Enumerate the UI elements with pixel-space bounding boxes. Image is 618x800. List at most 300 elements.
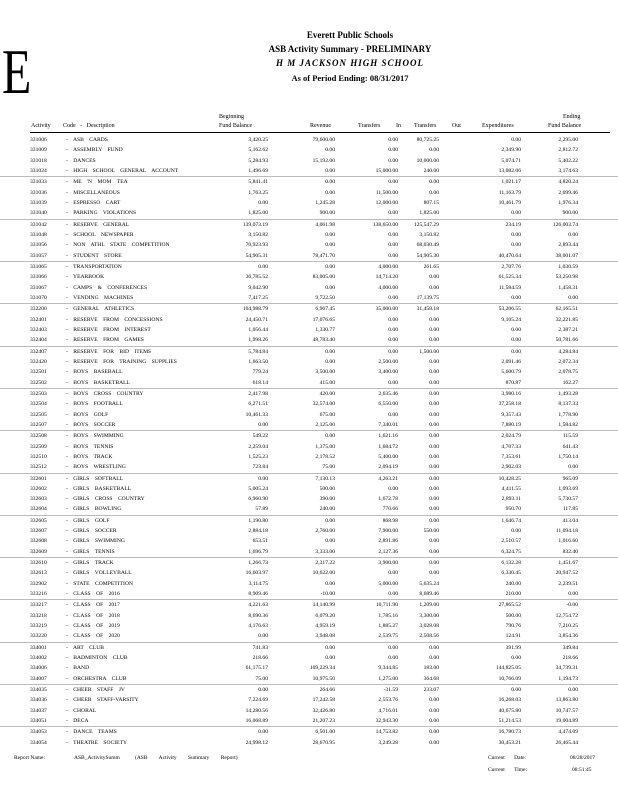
ending-balance: 413.04 bbox=[562, 517, 578, 524]
ending-balance: 2,387.21 bbox=[558, 326, 578, 333]
transfers-out: 0.00 bbox=[429, 316, 439, 323]
activity-code: 331067 bbox=[30, 284, 47, 291]
revenue: 1,330.77 bbox=[315, 326, 335, 333]
revenue: 79,600.00 bbox=[312, 137, 335, 143]
activity-code: 331042 bbox=[30, 221, 47, 228]
transfers-in: 138,650.00 bbox=[372, 221, 398, 228]
table-row bbox=[0, 315, 618, 325]
activity-description: - ART CLUB bbox=[66, 644, 105, 651]
beginning-balance: 75.00 bbox=[255, 675, 268, 682]
ending-balance: 19,004.89 bbox=[555, 718, 578, 725]
ending-balance: 0.00 bbox=[568, 591, 578, 598]
expenditures: 0.00 bbox=[511, 687, 521, 694]
table-row bbox=[0, 462, 618, 473]
table-row bbox=[0, 208, 618, 219]
table-row bbox=[0, 600, 618, 610]
ending-balance: 117.85 bbox=[562, 506, 578, 513]
beginning-balance: 3,420.25 bbox=[248, 137, 268, 143]
revenue: 0.00 bbox=[325, 147, 335, 154]
activity-description: - BOYS BASKETBALL bbox=[66, 379, 130, 386]
activity-description: - GIRLS SOFTBALL bbox=[66, 475, 124, 482]
beginning-balance: 618.14 bbox=[252, 379, 268, 386]
transfers-out: 0.00 bbox=[429, 411, 439, 418]
ending-balance: 349.84 bbox=[562, 644, 578, 651]
transfers-out: 0.00 bbox=[429, 390, 439, 397]
transfers-out: 0.00 bbox=[429, 548, 439, 555]
table-row bbox=[0, 484, 618, 494]
beginning-balance: 36,785.52 bbox=[245, 274, 268, 281]
expenditures: 0.00 bbox=[511, 348, 521, 355]
transfers-in: 2,094.19 bbox=[378, 464, 398, 471]
expenditures: 2,349.90 bbox=[501, 147, 521, 154]
ending-balance: 7,210.25 bbox=[558, 623, 578, 630]
ending-balance: 0.00 bbox=[568, 231, 578, 238]
transfers-in: 1,621.16 bbox=[378, 433, 398, 440]
transfers-in: 2,500.00 bbox=[378, 358, 398, 365]
transfers-out: 233.07 bbox=[423, 687, 439, 694]
transfers-in: 2,127.36 bbox=[378, 548, 398, 555]
transfers-in: 0.00 bbox=[388, 485, 398, 492]
revenue: 675.00 bbox=[319, 411, 335, 418]
activity-code: 332502 bbox=[30, 379, 47, 386]
activity-code: 331033 bbox=[30, 179, 47, 186]
activity-description: - GIRLS GOLF bbox=[66, 517, 110, 524]
revenue: 0.00 bbox=[325, 517, 335, 524]
transfers-out: 2,508.56 bbox=[419, 633, 439, 640]
table-row bbox=[0, 516, 618, 526]
beginning-balance: 741.83 bbox=[252, 644, 268, 651]
table-row bbox=[0, 399, 618, 409]
beginning-balance: 5,162.62 bbox=[248, 147, 268, 154]
transfers-in: 0.00 bbox=[388, 326, 398, 333]
table-row bbox=[0, 452, 618, 462]
ending-balance: 2,893.44 bbox=[558, 242, 578, 249]
activity-description: - CLASS OF 2018 bbox=[66, 612, 120, 619]
ending-balance: 1,016.60 bbox=[558, 538, 578, 545]
header-rule bbox=[30, 132, 610, 133]
activity-description: - CLASS OF 2017 bbox=[66, 602, 120, 609]
activity-code: 332604 bbox=[30, 506, 47, 513]
activity-description: - DANCES bbox=[66, 157, 96, 164]
transfers-out: 0.00 bbox=[429, 337, 439, 344]
activity-description: - NON ATHL STATE COMPETITION bbox=[66, 242, 170, 249]
table-row bbox=[0, 262, 618, 272]
transfers-in: 4,000.00 bbox=[378, 263, 398, 270]
transfers-in: 0.00 bbox=[388, 179, 398, 186]
transfers-in: 0.00 bbox=[388, 411, 398, 418]
activity-code: 334006 bbox=[30, 665, 47, 672]
transfers-out: 0.00 bbox=[429, 433, 439, 440]
col-transfers-out: Transfers Out bbox=[414, 123, 461, 129]
ending-balance: 4,474.09 bbox=[558, 729, 578, 736]
ending-balance: 2,295.00 bbox=[558, 137, 578, 143]
expenditures: 2,091.46 bbox=[501, 358, 521, 365]
footer-report-label: Report Name: bbox=[14, 755, 46, 761]
transfers-out: 183.00 bbox=[423, 665, 439, 672]
activity-code: 333219 bbox=[30, 623, 47, 630]
activity-code: 332609 bbox=[30, 548, 47, 555]
beginning-balance: 10,461.33 bbox=[245, 411, 268, 418]
footer-date-value: 08/28/2017 bbox=[570, 755, 596, 761]
revenue: 83,005.00 bbox=[312, 274, 335, 281]
transfers-out: 1,825.00 bbox=[419, 210, 439, 217]
expenditures: 0.00 bbox=[511, 528, 521, 535]
activity-description: - DANCE TEAMS bbox=[66, 729, 117, 736]
expenditures: 144,825.05 bbox=[495, 665, 521, 672]
activity-code: 333217 bbox=[30, 602, 47, 609]
expenditures: 2,893.11 bbox=[501, 496, 521, 503]
revenue: 3,500.00 bbox=[315, 369, 335, 376]
activity-description: - BOYS TRACK bbox=[66, 453, 113, 460]
activity-description: - ORCHESTRA CLUB bbox=[66, 675, 127, 682]
transfers-out: 0.00 bbox=[429, 697, 439, 704]
expenditures: 6,324.75 bbox=[501, 548, 521, 555]
ending-balance: 20,947.52 bbox=[555, 570, 578, 577]
transfers-out: 0.00 bbox=[429, 729, 439, 736]
expenditures: 234.19 bbox=[505, 221, 521, 228]
transfers-in: 0.00 bbox=[388, 655, 398, 662]
revenue: 2,125.00 bbox=[315, 421, 335, 428]
transfers-in: 0.00 bbox=[388, 570, 398, 577]
table-row bbox=[0, 706, 618, 716]
expenditures: 0.00 bbox=[511, 242, 521, 249]
col-beginning: Beginning bbox=[219, 114, 244, 120]
transfers-out: 0.00 bbox=[429, 358, 439, 365]
activity-description: - CHORAL bbox=[66, 707, 97, 714]
activity-code: 331040 bbox=[30, 210, 47, 217]
activity-code: 333220 bbox=[30, 633, 47, 640]
table-row bbox=[0, 145, 618, 155]
col-ending-sub: Fund Balance bbox=[548, 123, 582, 129]
expenditures: 7,880.19 bbox=[501, 421, 521, 428]
revenue: 0.00 bbox=[325, 644, 335, 651]
activity-description: - GIRLS BASKETBALL bbox=[66, 485, 132, 492]
transfers-out: 3,300.00 bbox=[419, 612, 439, 619]
expenditures: 27,865.52 bbox=[498, 602, 521, 609]
transfers-in: 0.00 bbox=[388, 147, 398, 154]
table-row bbox=[0, 663, 618, 673]
beginning-balance: 0.00 bbox=[258, 263, 268, 270]
activity-description: - STUDENT STORE bbox=[66, 252, 122, 259]
transfers-in: 15,000.00 bbox=[375, 167, 398, 174]
activity-description: - RESERVE FROM INTEREST bbox=[66, 326, 151, 333]
revenue: 21,207.23 bbox=[312, 718, 335, 725]
transfers-out: 0.00 bbox=[429, 475, 439, 482]
transfers-out: 0.00 bbox=[429, 189, 439, 196]
activity-code: 332509 bbox=[30, 443, 47, 450]
activity-code: 331024 bbox=[30, 167, 47, 174]
activity-code: 334001 bbox=[30, 644, 47, 651]
table-row bbox=[0, 558, 618, 568]
expenditures: 10,461.79 bbox=[498, 199, 521, 206]
beginning-balance: 1,763.25 bbox=[248, 189, 268, 196]
activity-description: - GIRLS TENNIS bbox=[66, 548, 115, 555]
activity-code: 332200 bbox=[30, 306, 47, 313]
activity-code: 332602 bbox=[30, 485, 47, 492]
revenue: 0.00 bbox=[325, 167, 335, 174]
revenue: 9,722.50 bbox=[315, 294, 335, 301]
expenditures: 870.87 bbox=[505, 379, 521, 386]
transfers-out: 54,905.30 bbox=[416, 252, 439, 259]
activity-code: 332507 bbox=[30, 421, 47, 428]
revenue: 0.00 bbox=[325, 179, 335, 186]
table-row bbox=[0, 579, 618, 589]
revenue: 7,130.13 bbox=[315, 475, 335, 482]
beginning-balance: 5,841.41 bbox=[248, 179, 268, 186]
revenue: 15,192.00 bbox=[312, 157, 335, 164]
table-row bbox=[0, 504, 618, 515]
ending-balance: 1,493.28 bbox=[558, 390, 578, 397]
activity-code: 332503 bbox=[30, 390, 47, 397]
expenditures: 1,021.17 bbox=[501, 179, 521, 186]
beginning-balance: 9,042.90 bbox=[248, 284, 268, 291]
ending-balance: 38,001.07 bbox=[555, 252, 578, 259]
revenue: 1,245.28 bbox=[315, 199, 335, 206]
ending-balance: 26,465.44 bbox=[555, 739, 578, 746]
activity-code: 331066 bbox=[30, 274, 47, 281]
transfers-out: 0.00 bbox=[429, 274, 439, 281]
activity-code: 333218 bbox=[30, 612, 47, 619]
expenditures: 5,600.79 bbox=[501, 369, 521, 376]
transfers-in: 1,785.16 bbox=[378, 612, 398, 619]
activity-description: - BOYS TENNIS bbox=[66, 443, 114, 450]
activity-code: 332401 bbox=[30, 316, 47, 323]
district-logo-letter: E bbox=[2, 36, 32, 107]
activity-description: - RESERVE GENERAL bbox=[66, 221, 130, 228]
activity-description: - GIRLS SWIMMING bbox=[66, 538, 125, 545]
transfers-out: 5,635.24 bbox=[419, 580, 439, 587]
activity-description: - YEARBOOK bbox=[66, 274, 105, 281]
activity-code: 332512 bbox=[30, 464, 47, 471]
transfers-out: 1,209.00 bbox=[419, 602, 439, 609]
revenue: 3,948.08 bbox=[315, 633, 335, 640]
transfers-in: 1,885.27 bbox=[378, 623, 398, 630]
district-name: Everett Public Schools bbox=[306, 30, 394, 40]
activity-code: 331036 bbox=[30, 189, 47, 196]
activity-description: - BOYS SWIMMING bbox=[66, 433, 124, 440]
expenditures: 0.00 bbox=[511, 294, 521, 301]
revenue: 1,375.00 bbox=[315, 443, 335, 450]
beginning-balance: 653.51 bbox=[252, 538, 268, 545]
activity-description: - RESERVE FOR TRAINING SUPPLIES bbox=[66, 358, 177, 365]
col-expenditures: Expenditures bbox=[482, 123, 514, 129]
transfers-in: 7,340.01 bbox=[378, 421, 398, 428]
ending-balance: 11,094.18 bbox=[555, 528, 578, 535]
activity-description: - CHEER STAFF-VARSITY bbox=[66, 697, 139, 704]
transfers-out: 0.00 bbox=[429, 739, 439, 746]
table-row bbox=[0, 589, 618, 600]
revenue: 14,140.99 bbox=[312, 602, 335, 609]
revenue: 420.00 bbox=[319, 390, 335, 397]
report-title: ASB Activity Summary - PRELIMINARY bbox=[268, 44, 432, 54]
transfers-out: 261.65 bbox=[423, 263, 439, 270]
expenditures: 9,105.24 bbox=[501, 316, 521, 323]
ending-balance: 0.00 bbox=[568, 294, 578, 301]
table-row bbox=[0, 378, 618, 389]
table-row bbox=[0, 653, 618, 663]
table-row bbox=[0, 283, 618, 293]
transfers-out: 0.00 bbox=[429, 326, 439, 333]
activity-code: 331056 bbox=[30, 242, 47, 249]
beginning-balance: 8,909.46 bbox=[248, 591, 268, 598]
transfers-out: 0.00 bbox=[429, 379, 439, 386]
expenditures: 40,675.80 bbox=[498, 707, 521, 714]
beginning-balance: 0.00 bbox=[258, 421, 268, 428]
transfers-out: 0.00 bbox=[429, 707, 439, 714]
beginning-balance: 1,190.80 bbox=[248, 517, 268, 524]
activity-code: 332407 bbox=[30, 348, 47, 355]
activity-code: 332403 bbox=[30, 326, 47, 333]
activity-code: 332603 bbox=[30, 496, 47, 503]
transfers-out: 0.00 bbox=[429, 538, 439, 545]
revenue: 0.00 bbox=[325, 284, 335, 291]
expenditures: 2,024.79 bbox=[501, 433, 521, 440]
transfers-out: 68,030.49 bbox=[416, 242, 439, 249]
transfers-out: 3,150.82 bbox=[419, 231, 439, 238]
activity-code: 332501 bbox=[30, 369, 47, 376]
activity-code: 334002 bbox=[30, 655, 47, 662]
revenue: -10.00 bbox=[320, 591, 335, 598]
revenue: 900.00 bbox=[319, 210, 335, 217]
transfers-out: 0.00 bbox=[429, 443, 439, 450]
ending-balance: 1,584.82 bbox=[558, 421, 578, 428]
col-activity: Activity bbox=[31, 123, 51, 129]
activity-code: 332508 bbox=[30, 433, 47, 440]
beginning-balance: 16,068.89 bbox=[245, 718, 268, 725]
ending-balance: 3,854.36 bbox=[558, 633, 578, 640]
transfers-out: 17,139.75 bbox=[416, 294, 439, 301]
transfers-out: 364.68 bbox=[423, 675, 439, 682]
activity-description: - GIRLS CROSS COUNTRY bbox=[66, 496, 145, 503]
beginning-balance: 0.00 bbox=[258, 199, 268, 206]
expenditures: 30,453.21 bbox=[498, 739, 521, 746]
transfers-out: 0.00 bbox=[429, 421, 439, 428]
activity-code: 334037 bbox=[30, 707, 47, 714]
transfers-in: 10,711.90 bbox=[375, 602, 398, 609]
expenditures: 210.00 bbox=[505, 591, 521, 598]
expenditures: 11,584.59 bbox=[498, 284, 521, 291]
beginning-balance: 7,224.69 bbox=[248, 697, 268, 704]
ending-balance: 900.00 bbox=[562, 210, 578, 217]
revenue: 78,471.70 bbox=[312, 252, 335, 259]
table-row bbox=[0, 631, 618, 642]
activity-code: 332613 bbox=[30, 570, 47, 577]
period-ending: As of Period Ending: 08/31/2017 bbox=[291, 73, 409, 83]
transfers-out: 1,500.00 bbox=[419, 348, 439, 355]
beginning-balance: 6,960.90 bbox=[248, 496, 268, 503]
table-row bbox=[0, 220, 618, 230]
revenue: 415.00 bbox=[319, 379, 335, 386]
transfers-out: 31,458.18 bbox=[416, 306, 439, 313]
beginning-balance: 2,259.04 bbox=[248, 443, 268, 450]
beginning-balance: 0.00 bbox=[258, 687, 268, 694]
table-row bbox=[0, 135, 618, 145]
table-row bbox=[0, 357, 618, 367]
activity-code: 331009 bbox=[30, 147, 47, 154]
activity-code: 332504 bbox=[30, 401, 47, 408]
activity-description: - BOYS FOOTBALL bbox=[66, 401, 123, 408]
transfers-in: 0.00 bbox=[388, 337, 398, 344]
ending-balance: 53,250.98 bbox=[555, 274, 578, 281]
activity-description: - ASB CARDS bbox=[66, 137, 108, 143]
transfers-in: 2,553.76 bbox=[378, 697, 398, 704]
activity-description: - BOYS GOLF bbox=[66, 411, 109, 418]
activity-description: - BOYS CROSS COUNTRY bbox=[66, 390, 144, 397]
revenue: 0.00 bbox=[325, 231, 335, 238]
beginning-balance: 7,417.25 bbox=[248, 294, 268, 301]
activity-code: 332404 bbox=[30, 337, 47, 344]
transfers-in: 35,000.00 bbox=[375, 306, 398, 313]
activity-code: 334035 bbox=[30, 687, 47, 694]
expenditures: 4,707.33 bbox=[501, 443, 521, 450]
table-row bbox=[0, 526, 618, 536]
activity-description: - TRANSPORTATION bbox=[66, 263, 122, 270]
ending-balance: 1,458.31 bbox=[558, 284, 578, 291]
activity-description: - SCHOOL NEWSPAPER bbox=[66, 231, 134, 238]
beginning-balance: 0.00 bbox=[258, 633, 268, 640]
transfers-in: 5,000.00 bbox=[378, 580, 398, 587]
activity-description: - GIRLS SOCCER bbox=[66, 528, 117, 535]
table-row bbox=[0, 389, 618, 399]
transfers-in: 3,400.00 bbox=[378, 369, 398, 376]
revenue: 0.00 bbox=[325, 580, 335, 587]
revenue: 32,426.80 bbox=[312, 707, 335, 714]
transfers-in: 770.66 bbox=[382, 506, 398, 513]
transfers-in: 0.00 bbox=[388, 231, 398, 238]
transfers-out: 0.00 bbox=[429, 655, 439, 662]
transfers-in: 0.00 bbox=[388, 210, 398, 217]
revenue: 0.00 bbox=[325, 655, 335, 662]
expenditures: 3,980.16 bbox=[501, 390, 521, 397]
revenue: 17,242.58 bbox=[312, 697, 335, 704]
transfers-in: 0.00 bbox=[388, 294, 398, 301]
activity-description: - MISCELLANEOUS bbox=[66, 189, 120, 196]
ending-balance: 1,778.90 bbox=[558, 411, 578, 418]
beginning-balance: 4,176.63 bbox=[248, 623, 268, 630]
table-row bbox=[0, 410, 618, 420]
activity-description: - BOYS SOCCER bbox=[66, 421, 116, 428]
transfers-out: 807.15 bbox=[423, 199, 439, 206]
ending-balance: 218.66 bbox=[562, 655, 578, 662]
transfers-out: 550.00 bbox=[423, 528, 439, 535]
expenditures: 790.76 bbox=[505, 623, 521, 630]
table-row bbox=[0, 727, 618, 737]
revenue: 240.00 bbox=[319, 506, 335, 513]
table-row bbox=[0, 304, 618, 314]
expenditures: 2,707.76 bbox=[501, 263, 521, 270]
expenditures: 0.00 bbox=[511, 655, 521, 662]
beginning-balance: 24,450.71 bbox=[245, 316, 268, 323]
activity-description: - GENERAL ATHLETICS bbox=[66, 306, 135, 313]
activity-code: 334051 bbox=[30, 718, 47, 725]
activity-code: 334007 bbox=[30, 675, 47, 682]
ending-balance: 2,072.34 bbox=[558, 358, 578, 365]
beginning-balance: 24,998.12 bbox=[245, 739, 268, 746]
expenditures: 53,206.55 bbox=[498, 306, 521, 313]
ending-balance: 965.09 bbox=[562, 475, 578, 482]
table-row bbox=[0, 367, 618, 377]
footer-time-value: 08:51:45 bbox=[572, 767, 592, 773]
transfers-in: 2,891.86 bbox=[378, 538, 398, 545]
table-row bbox=[0, 568, 618, 578]
ending-balance: 1,030.59 bbox=[558, 263, 578, 270]
transfers-in: 12,000.00 bbox=[375, 199, 398, 206]
col-code-description: Code - Description bbox=[63, 123, 115, 129]
activity-code: 332608 bbox=[30, 538, 47, 545]
revenue: 500.00 bbox=[319, 485, 335, 492]
transfers-out: 0.00 bbox=[429, 517, 439, 524]
ending-balance: 1,194.73 bbox=[558, 675, 578, 682]
